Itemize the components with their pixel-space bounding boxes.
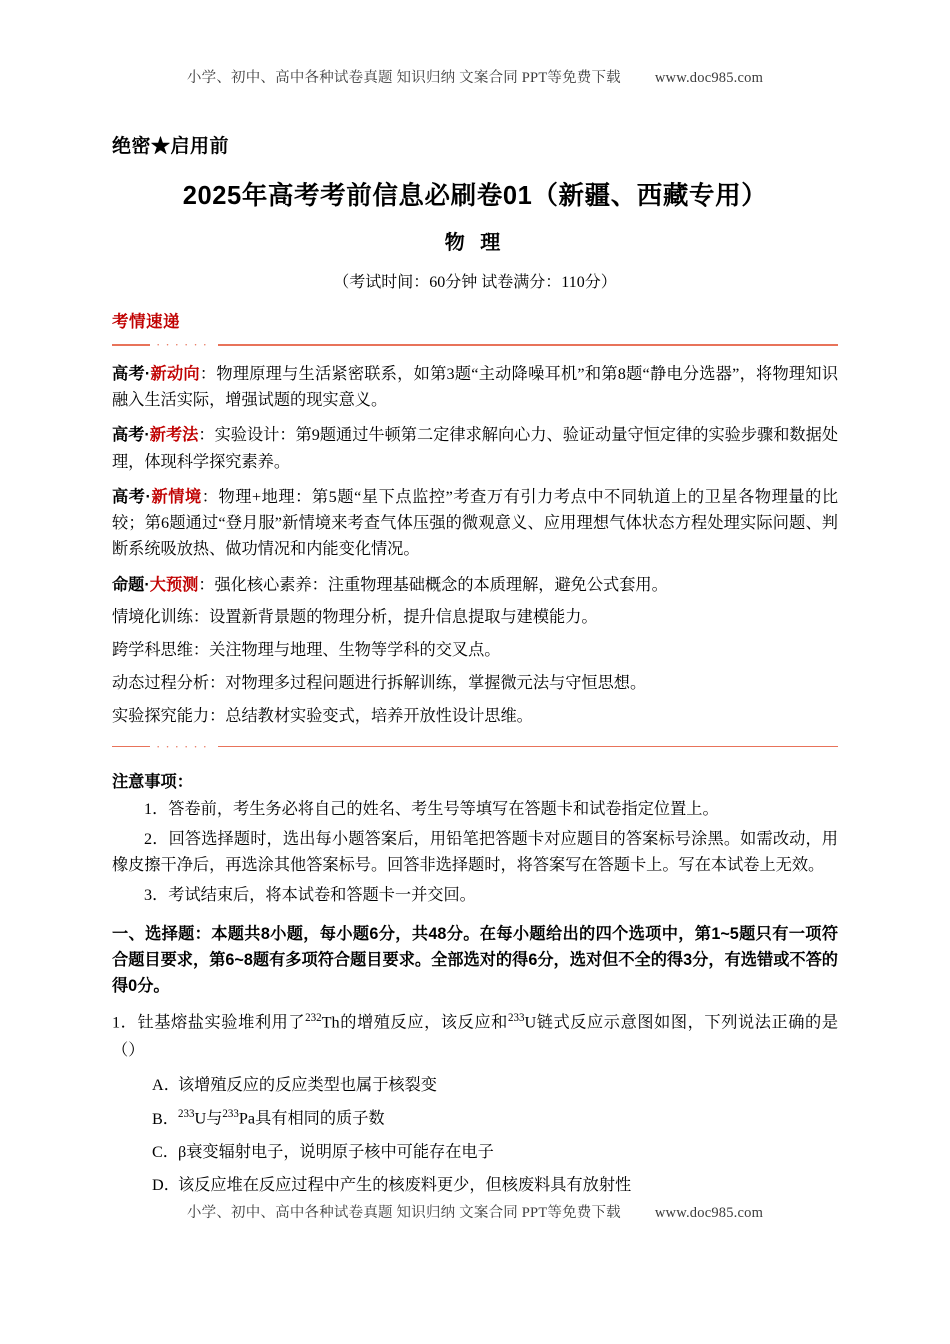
choice-section-header	[112, 921, 838, 1000]
watermark-url: www.doc985.com	[654, 70, 764, 86]
watermark-url: www.doc985.com	[654, 1205, 764, 1221]
section-heading-trend: 考情速递	[112, 313, 180, 331]
option-a-key: A．	[152, 1076, 180, 1095]
divider-bottom	[112, 740, 838, 754]
question-number: 1．	[112, 1013, 138, 1032]
isotope-mass-233: 233	[507, 1012, 525, 1025]
trend-item-label-red: 新动向	[150, 365, 200, 383]
trend-plain-line: 情境化训练：设置新背景题的物理分析，提升信息提取与建模能力。	[112, 607, 598, 626]
trend-item-label-black: 高考·	[112, 365, 151, 383]
watermark-top	[112, 0, 838, 87]
trend-plain-line: 跨学科思维：关注物理与地理、生物等学科的交叉点。	[112, 640, 501, 659]
question-stem-part1: 钍基熔盐实验堆利用了	[137, 1013, 306, 1032]
divider-top	[112, 338, 838, 352]
trend-item-label-black: 命题·	[112, 575, 150, 594]
option-c-text: β衰变辐射电子，说明原子核中可能存在电子	[178, 1143, 494, 1162]
trend-item	[112, 422, 838, 474]
trend-item-text: ：物理原理与生活紧密联系，如第3题“主动降噪耳机”和第8题“静电分选器”，将物理知识融入生活实际，增强试题的现实意义。	[112, 365, 839, 410]
watermark-text: 小学、初中、高中各种试卷真题 知识归纳 文案合同 PPT等免费下载	[186, 70, 621, 86]
notice-item: 3．考试结束后，将本试卷和答题卡一并交回。	[144, 886, 476, 905]
trend-item-text: ：强化核心素养：注重物理基础概念的本质理解，避免公式套用。	[198, 575, 668, 594]
notice-item: 1．答卷前，考生务必将自己的姓名、考生号等填写在答题卡和试卷指定位置上。	[144, 799, 719, 818]
choice-section-label: 一、选择题：	[112, 924, 212, 943]
trend-item-text: ：实验设计：第9题通过牛顿第二定律求解向心力、验证动量守恒定律的实验步骤和数据处理，体现科学探究素养。	[112, 426, 839, 471]
option-b-mid-a: U与	[194, 1109, 223, 1128]
question-stem-part2: Th的增殖反应，该反应和	[321, 1013, 508, 1032]
option-c	[112, 1140, 838, 1164]
question-stem-part3: U链式反应示意图如图，下列说法正确的是（	[112, 1013, 839, 1059]
option-d	[112, 1173, 838, 1197]
trend-item-label-red: 大预测	[149, 575, 199, 594]
isotope-mass-232: 232	[305, 1012, 322, 1025]
option-b-mid-b: Pa具有相同的质子数	[238, 1109, 385, 1128]
trend-plain-line: 实验探究能力：总结教材实验变式，培养开放性设计思维。	[112, 706, 533, 725]
divider-dots: ······	[150, 338, 218, 351]
notice-title: 注意事项：	[112, 772, 193, 791]
trend-item-text: ：物理+地理：第5题“星下点监控”考查万有引力考点中不同轨道上的卫星各物理量的比较；第6题通过“登月服”新情境来考查气体压强的微观意义、应用理想气体状态方程处理实际问题、判断系统吸放热、做功情况和内能变化情况。	[112, 487, 839, 559]
trend-item-label-red: 新考法	[149, 426, 199, 445]
option-a	[112, 1073, 838, 1097]
divider-line	[112, 344, 838, 346]
question-stem-part4: ）	[128, 1040, 145, 1059]
watermark-bottom	[0, 1201, 950, 1222]
trend-item-label-black: 高考·	[112, 426, 150, 445]
choice-section-text: 本题共8小题，每小题6分，共48分。在每小题给出的四个选项中，第1~5题只有一项符合题目要求，第6~8题有多项符合题目要求。全部选对的得6分，选对但不全的得3分，有选错或不答的得0分。	[112, 924, 839, 995]
option-a-text: 该增殖反应的反应类型也属于核裂变	[178, 1076, 437, 1095]
trend-item-label-red: 新情境	[150, 487, 202, 506]
trend-item	[112, 484, 838, 563]
option-b-sup-a: 233	[178, 1108, 195, 1121]
divider-dots: ······	[150, 740, 218, 753]
secret-label: 绝密★启用前	[112, 136, 230, 157]
subject-title: 物 理	[444, 232, 506, 254]
option-c-key: C．	[152, 1143, 179, 1162]
trend-item-label-black: 高考·	[112, 487, 151, 506]
option-d-key: D．	[152, 1176, 180, 1195]
exam-info: （考试时间：60分钟 试卷满分：110分）	[333, 274, 617, 291]
notice-item: 2．回答选择题时，选出每小题答案后，用铅笔把答题卡对应题目的答案标号涂黑。如需改动，用橡皮擦干净后，再选涂其他答案标号。回答非选择题时，将答案写在答题卡上。写在本试卷上无效。	[112, 829, 838, 875]
option-b	[112, 1106, 838, 1131]
question-1	[112, 1009, 838, 1064]
divider-line	[112, 746, 838, 748]
option-b-sup-b: 233	[222, 1108, 239, 1121]
option-d-text: 该反应堆在反应过程中产生的核废料更少，但核废料具有放射性	[178, 1176, 632, 1195]
option-b-key: B．	[152, 1109, 179, 1128]
trend-item	[112, 572, 838, 598]
trend-plain-line: 动态过程分析：对物理多过程问题进行拆解训练，掌握微元法与守恒思想。	[112, 673, 647, 692]
trend-item	[112, 361, 838, 413]
page-title: 2025年高考考前信息必刷卷01（新疆、西藏专用）	[182, 182, 768, 210]
watermark-text: 小学、初中、高中各种试卷真题 知识归纳 文案合同 PPT等免费下载	[186, 1205, 621, 1221]
